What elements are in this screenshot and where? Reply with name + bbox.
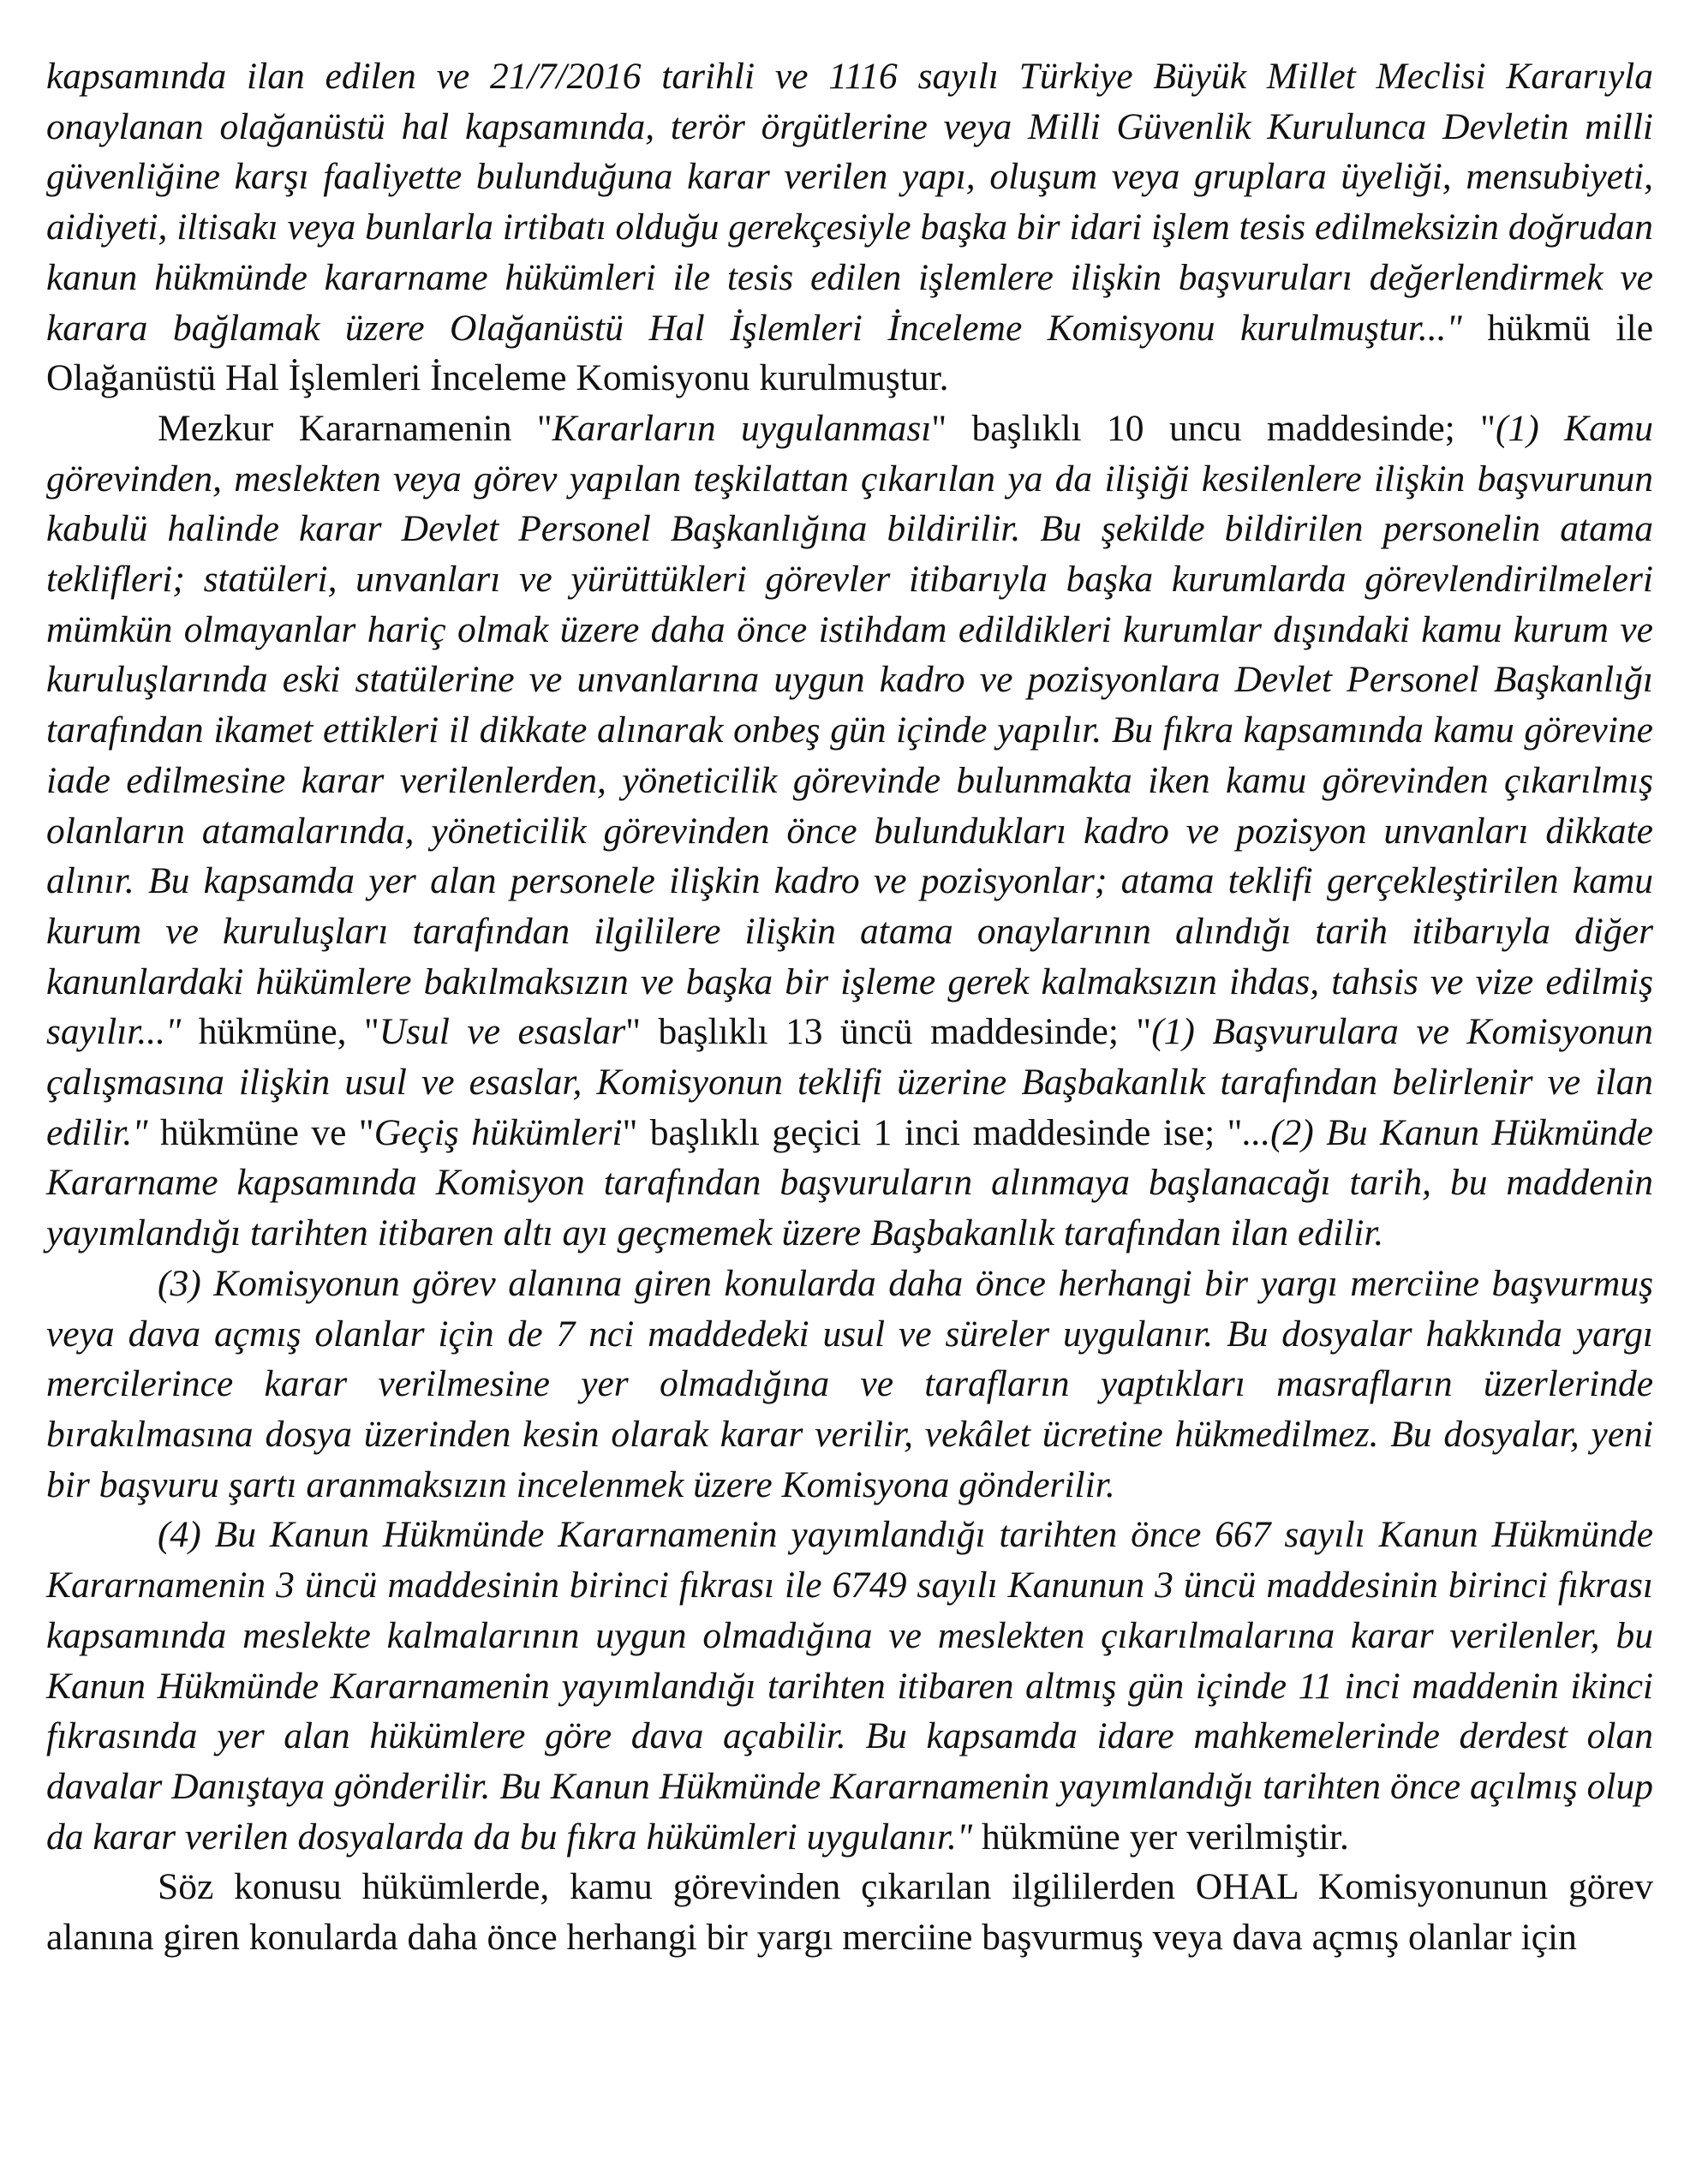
text-italic: Geçiş hükümleri [373, 1111, 623, 1153]
text-italic: (4) Bu Kanun Hükmünde Kararnamenin yayımlandığı tarihten önce 667 sayılı Kanun Hükmünde Kararnamenin 3 üncü maddesinin birinci fıkrası ile 6749 sayılı Kanunun 3 üncü maddesinin birinci fıkrası kapsamında meslekte kalmalarının uygun olmadığına ve meslekten çıkarılmalarına karar verilenler, bu Kanun Hükmünde Kararnamenin yayımlandığı tarihten itibaren altmış gün içinde 11 inci maddenin ikinci fıkrasında yer alan hükümlere göre dava açabilir. Bu kapsamda idare mahkemelerinde derdest olan davalar Danıştaya gönderilir. Bu Kanun Hükmünde Kararnamenin yayımlandığı tarihten önce açılmış olup da karar verilen dosyalarda da bu fıkra hükümleri uygulanır." [46, 1514, 1653, 1858]
text-normal: hükmü ile Olağanüstü Hal İşlemleri İnceleme Komisyonu kurulmuştur. [46, 307, 1653, 399]
text-italic: (1) Başvurulara ve Komisyonun çalışmasına ilişkin usul ve esaslar, Komisyonun teklifi üzerine Başbakanlık tarafından belirlenir ve ilan edilir." [46, 1011, 1653, 1153]
text-normal: Mezkur Kararnamenin " [158, 407, 552, 449]
text-normal: " başlıklı 13 üncü maddesinde; " [625, 1011, 1152, 1053]
text-normal: " başlıklı 10 uncu maddesinde; " [931, 407, 1496, 449]
text-italic: (1) Kamu görevinden, meslekten veya görev yapılan teşkilattan çıkarılan ya da ilişiği kesilenlere ilişkin başvurunun kabulü halinde karar Devlet Personel Başkanlığına bildirilir. Bu şekilde bildirilen personelin atama teklifleri; statüleri, unvanları ve yürüttükleri görevler itibarıyla başka kurumlarda görevlendirilmeleri mümkün olmayanlar hariç olmak üzere daha önce istihdam edildikleri kurumlar dışındaki kamu kurum ve kuruluşlarında eski statülerine ve unvanlarına uygun kadro ve pozisyonlara Devlet Personel Başkanlığı tarafından ikamet ettikleri il dikkate alınarak onbeş gün içinde yapılır. Bu fıkra kapsamında kamu görevine iade edilmesine karar verilenlerden, yöneticilik görevinde bulunmakta iken kamu görevinden çıkarılmış olanların atamalarında, yöneticilik görevinden önce bulundukları kadro ve pozisyon unvanları dikkate alınır. Bu kapsamda yer alan personele ilişkin kadro ve pozisyonlar; atama teklifi gerçekleştirilen kamu kurum ve kuruluşları tarafından ilgililere ilişkin atama onaylarının alındığı tarih itibarıyla diğer kanunlardaki hükümlere bakılmaksızın ve başka bir işleme gerek kalmaksızın ihdas, tahsis ve vize edilmiş sayılır..." [46, 407, 1654, 1053]
text-italic: (3) Komisyonun görev alanına giren konularda daha önce herhangi bir yargı merciine başvurmuş veya dava açmış olanlar için de 7 nci maddedeki usul ve süreler uygulanır. Bu dosyalar hakkında yargı mercilerince karar verilmesine yer olmadığına ve tarafların yaptıkları masrafların üzerlerinde bırakılmasına dosya üzerinden kesin olarak karar verilir, vekâlet ücretine hükmedilmez. Bu dosyalar, yeni bir başvuru şartı aranmaksızın incelenmek üzere Komisyona gönderilir. [46, 1262, 1653, 1505]
paragraph-fikra-3 [46, 1259, 1653, 1511]
text-italic: kapsamında ilan edilen ve 21/7/2016 tarihli ve 1116 sayılı Türkiye Büyük Millet Meclisi Kararıyla onaylanan olağanüstü hal kapsamında, terör örgütlerine veya Milli Güvenlik Kurulunca Devletin milli güvenliğine karşı faaliyette bulunduğuna karar verilen yapı, oluşum veya gruplara üyeliği, mensubiyeti, aidiyeti, iltisakı veya bunlarla irtibatı olduğu gerekçesiyle başka bir idari işlem tesis edilmeksizin doğrudan kanun hükmünde kararname hükümleri ile tesis edilen işlemlere ilişkin başvuruları değerlendirmek ve karara bağlamak üzere Olağanüstü Hal İşlemleri İnceleme Komisyonu kurulmuştur..." [46, 56, 1653, 349]
paragraph-kararname-kapsami [46, 51, 1653, 404]
paragraph-fikra-4 [46, 1510, 1653, 1862]
paragraph-soz-konusu [46, 1862, 1653, 1962]
text-normal: hükmüne, " [181, 1011, 379, 1053]
text-normal: " başlıklı geçici 1 inci maddesinde ise; " [622, 1111, 1243, 1153]
text-normal: hükmüne ve " [147, 1111, 374, 1153]
document-page [46, 51, 1653, 1963]
text-normal: Söz konusu hükümlerde, kamu görevinden çıkarılan ilgililerden OHAL Komisyonunun görev alanına giren konularda daha önce herhangi bir yargı merciine başvurmuş veya dava açmış olanlar için [46, 1866, 1653, 1959]
text-italic: Usul ve esaslar [379, 1011, 626, 1053]
text-normal: hükmüne yer verilmiştir. [972, 1816, 1349, 1858]
text-italic: ...(2) Bu Kanun Hükmünde Kararname kapsamında Komisyon tarafından başvuruların alınmaya başlanacağı tarih, bu maddenin yayımlandığı tarihten itibaren altı ayı geçmemek üzere Başbakanlık tarafından ilan edilir. [46, 1111, 1653, 1254]
paragraph-kararlarin-uygulanmasi [46, 404, 1653, 1259]
text-italic: Kararların uygulanması [552, 407, 932, 449]
